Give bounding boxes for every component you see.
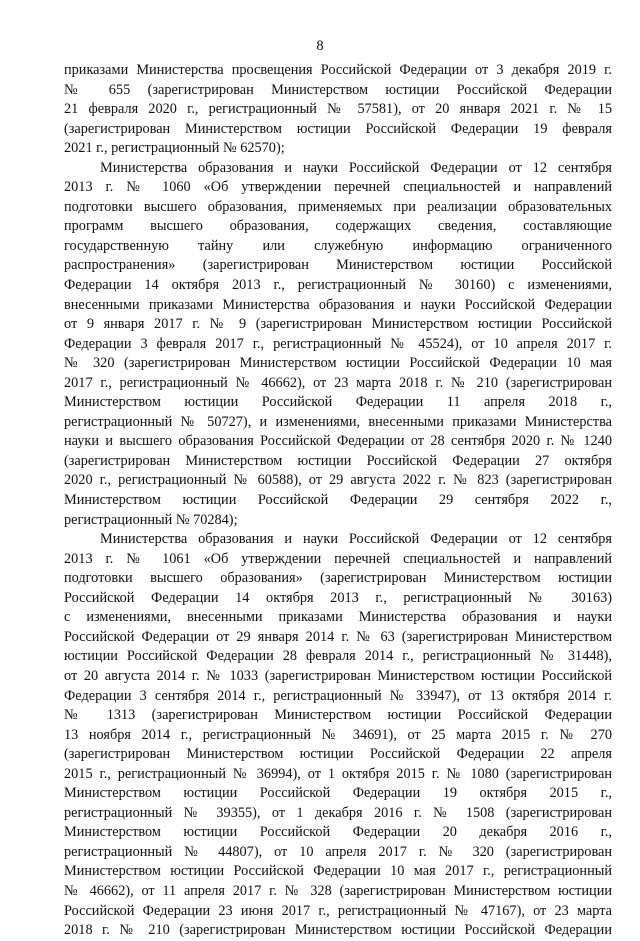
text-line: регистрационный № 50727), и изменениями, внесенными приказами Министерства [64,413,612,430]
text-line: внесенными приказами Министерства образования и науки Российской Федерации [64,296,612,313]
text-line: № 46662), от 11 апреля 2017 г. № 328 (зарегистрирован Министерством юстиции [64,882,612,899]
text-line: 21 февраля 2020 г., регистрационный № 57581), от 20 января 2021 г. № 15 [64,101,612,118]
text-line: Министерства образования и науки Российской Федерации от 12 сентября [100,531,612,548]
text-line: регистрационный № 39355), от 1 декабря 2016 г. № 1508 (зарегистрирован [64,804,612,821]
text-line: Министерством юстиции Российской Федерации 19 октября 2015 г., [64,785,612,802]
text-line: (зарегистрирован Министерством юстиции Российской Федерации 22 апреля [64,746,612,763]
text-line: науки и высшего образования Российской Федерации от 28 сентября 2020 г. № 1240 [64,433,612,450]
text-line: Министерства образования и науки Российской Федерации от 12 сентября [100,159,612,176]
text-line: от 20 августа 2014 г. № 1033 (зарегистрирован Министерством юстиции Российской [64,667,612,684]
paragraph [64,530,612,940]
text-line: 2015 г., регистрационный № 36994), от 1 октября 2015 г. № 1080 (зарегистрирован [64,765,612,782]
text-line: 2017 г., регистрационный № 46662), от 23 марта 2018 г. № 210 (зарегистрирован [64,374,612,391]
text-line: с изменениями, внесенными приказами Министерства образования и науки [64,609,612,626]
text-line: распространения» (зарегистрирован Министерством юстиции Российской [64,257,612,274]
text-line: регистрационный № 44807), от 10 апреля 2017 г. № 320 (зарегистрирован [64,843,612,860]
text-line: Министерством юстиции Российской Федерации 11 апреля 2018 г., [64,394,612,411]
text-line: 2013 г. № 1061 «Об утверждении перечней специальностей и направлений [64,550,612,567]
text-line: Российской Федерации 14 октября 2013 г., регистрационный № 30163) [64,589,612,606]
text-line: Министерством юстиции Российской Федерации 20 декабря 2016 г., [64,824,612,841]
text-line: Российской Федерации от 29 января 2014 г. № 63 (зарегистрирован Министерством [64,628,612,645]
paragraph [64,159,612,530]
page-number: 8 [316,38,324,54]
text-line: Российской Федерации 23 июня 2017 г., регистрационный № 47167), от 23 марта [64,902,612,919]
text-line: № 320 (зарегистрирован Министерством юстиции Российской Федерации 10 мая [64,355,612,372]
text-line: Министерством юстиции Российской Федерации 10 мая 2017 г., регистрационный [64,863,612,880]
text-line: подготовки высшего образования» (зарегистрирован Министерством юстиции [64,570,612,587]
text-line: юстиции Российской Федерации 28 февраля 2014 г., регистрационный № 31448), [64,648,612,665]
text-line: (зарегистрирован Министерством юстиции Российской Федерации 27 октября [64,452,612,469]
text-line: № 1313 (зарегистрирован Министерством юстиции Российской Федерации [64,707,612,724]
text-line: Федерации 14 октября 2013 г., регистрационный № 30160) с изменениями, [64,277,612,294]
text-line: государственную тайну или служебную информацию ограниченного [64,237,612,254]
text-line: подготовки высшего образования, применяемых при реализации образовательных [64,198,612,215]
text-line: от 9 января 2017 г. № 9 (зарегистрирован Министерством юстиции Российской [64,316,612,333]
text-line: 2020 г., регистрационный № 60588), от 29 августа 2022 г. № 823 (зарегистрирован [64,472,612,489]
text-line: 13 ноября 2014 г., регистрационный № 34691), от 25 марта 2015 г. № 270 [64,726,612,743]
text-line: Министерством юстиции Российской Федерации 29 сентября 2022 г., [64,492,612,509]
document-body [64,61,612,941]
text-line: 2018 г. № 210 (зарегистрирован Министерством юстиции Российской Федерации [64,922,612,939]
text-line: (зарегистрирован Министерством юстиции Российской Федерации 19 февраля [64,120,612,137]
text-line: приказами Министерства просвещения Российской Федерации от 3 декабря 2019 г. [64,62,612,78]
text-line: Федерации 3 февраля 2017 г., регистрационный № 45524), от 10 апреля 2017 г. [64,335,612,352]
text-line: 2013 г. № 1060 «Об утверждении перечней специальностей и направлений [64,179,612,196]
text-line: 2021 г., регистрационный № 62570); [64,140,285,157]
text-line: № 655 (зарегистрирован Министерством юстиции Российской Федерации [64,81,612,98]
paragraph [64,61,612,159]
text-line: Федерации 3 сентября 2014 г., регистрационный № 33947), от 13 октября 2014 г. [64,687,612,704]
text-line: программ высшего образования, содержащих сведения, составляющие [64,218,612,235]
text-line: регистрационный № 70284); [64,511,238,528]
